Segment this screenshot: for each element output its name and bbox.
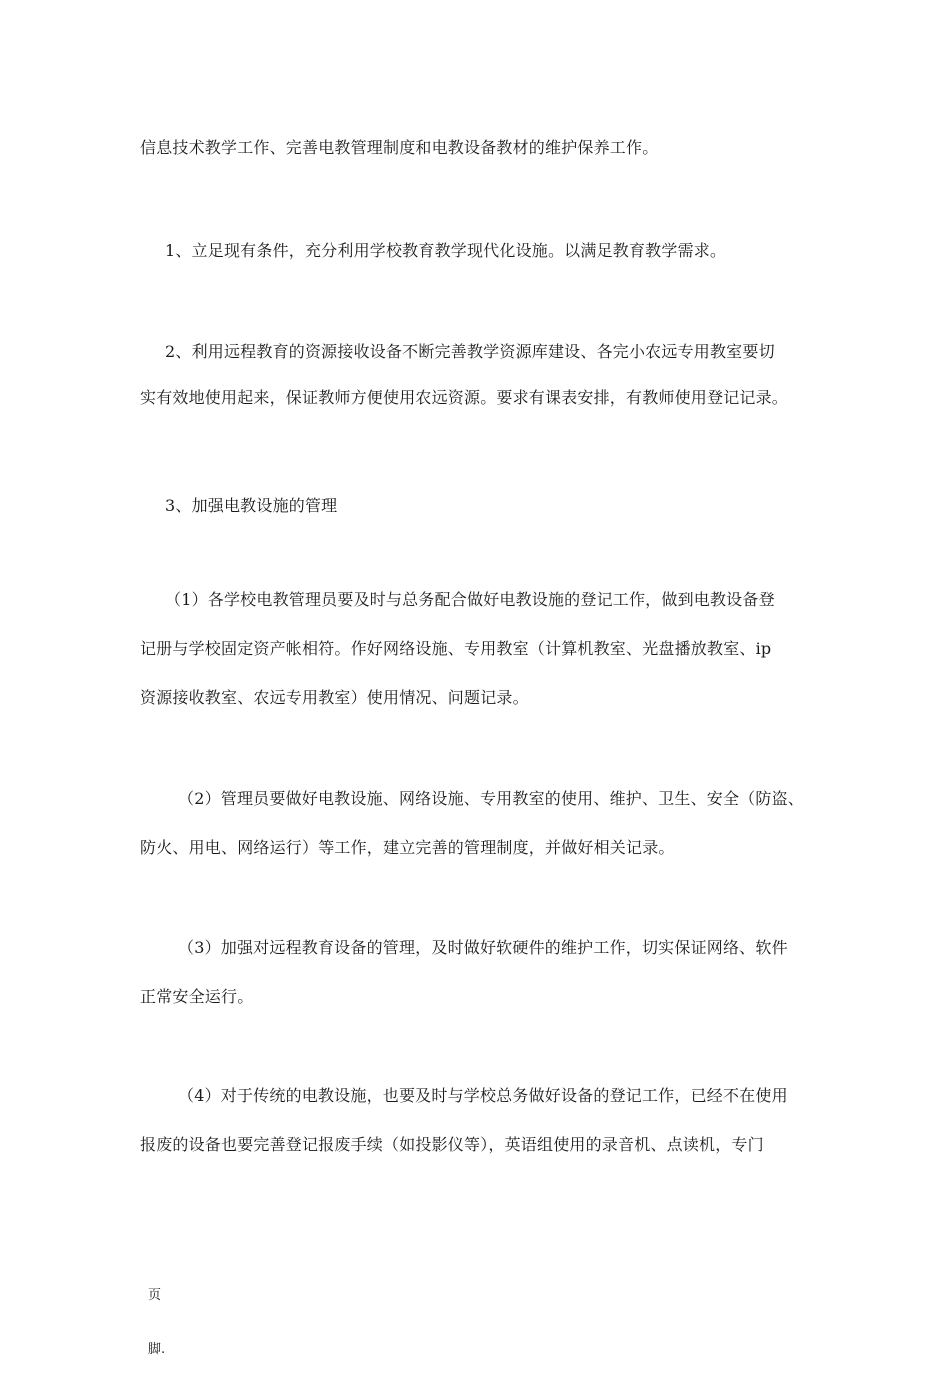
text-line-sub-1-cont-b: 资源接收教室、农远专用教室）使用情况、问题记录。 (140, 688, 529, 707)
text-line-sub-2-cont: 防火、用电、网络运行）等工作，建立完善的管理制度，并做好相关记录。 (140, 838, 675, 857)
text-line-sub-3: （3）加强对远程教育设备的管理，及时做好软硬件的维护工作，切实保证网络、软件 (178, 938, 788, 957)
text-line-sub-1: （1）各学校电教管理员要及时与总务配合做好电教设施的登记工作，做到电教设备登 (165, 590, 775, 609)
footer-line-2: 脚. (148, 1342, 166, 1357)
text-line-sub-4: （4）对于传统的电教设施，也要及时与学校总务做好设备的登记工作，已经不在使用 (178, 1086, 788, 1105)
text-line-item-1: 1、立足现有条件，充分利用学校教育教学现代化设施。以满足教育教学需求。 (165, 241, 727, 260)
footer-line-1: 页 (148, 1288, 162, 1303)
text-line-item-2: 2、利用远程教育的资源接收设备不断完善教学资源库建设、各完小农远专用教室要切 (165, 342, 775, 361)
text-line-sub-3-cont: 正常安全运行。 (140, 987, 254, 1006)
text-line-sub-1-cont-a: 记册与学校固定资产帐相符。作好网络设施、专用教室（计算机教室、光盘播放教室、ip (140, 639, 772, 658)
text-line-1: 信息技术教学工作、完善电教管理制度和电教设备教材的维护保养工作。 (140, 138, 659, 157)
text-line-item-2-cont: 实有效地使用起来，保证教师方便使用农远资源。要求有课表安排，有教师使用登记记录。 (140, 388, 789, 407)
text-line-sub-2: （2）管理员要做好电教设施、网络设施、专用教室的使用、维护、卫生、安全（防盗、 (178, 789, 804, 808)
page-footer (148, 1251, 165, 1395)
text-line-item-3: 3、加强电教设施的管理 (165, 496, 338, 515)
text-line-sub-4-cont: 报废的设备也要完善登记报废手续（如投影仪等），英语组使用的录音机、点读机，专门 (140, 1135, 764, 1154)
